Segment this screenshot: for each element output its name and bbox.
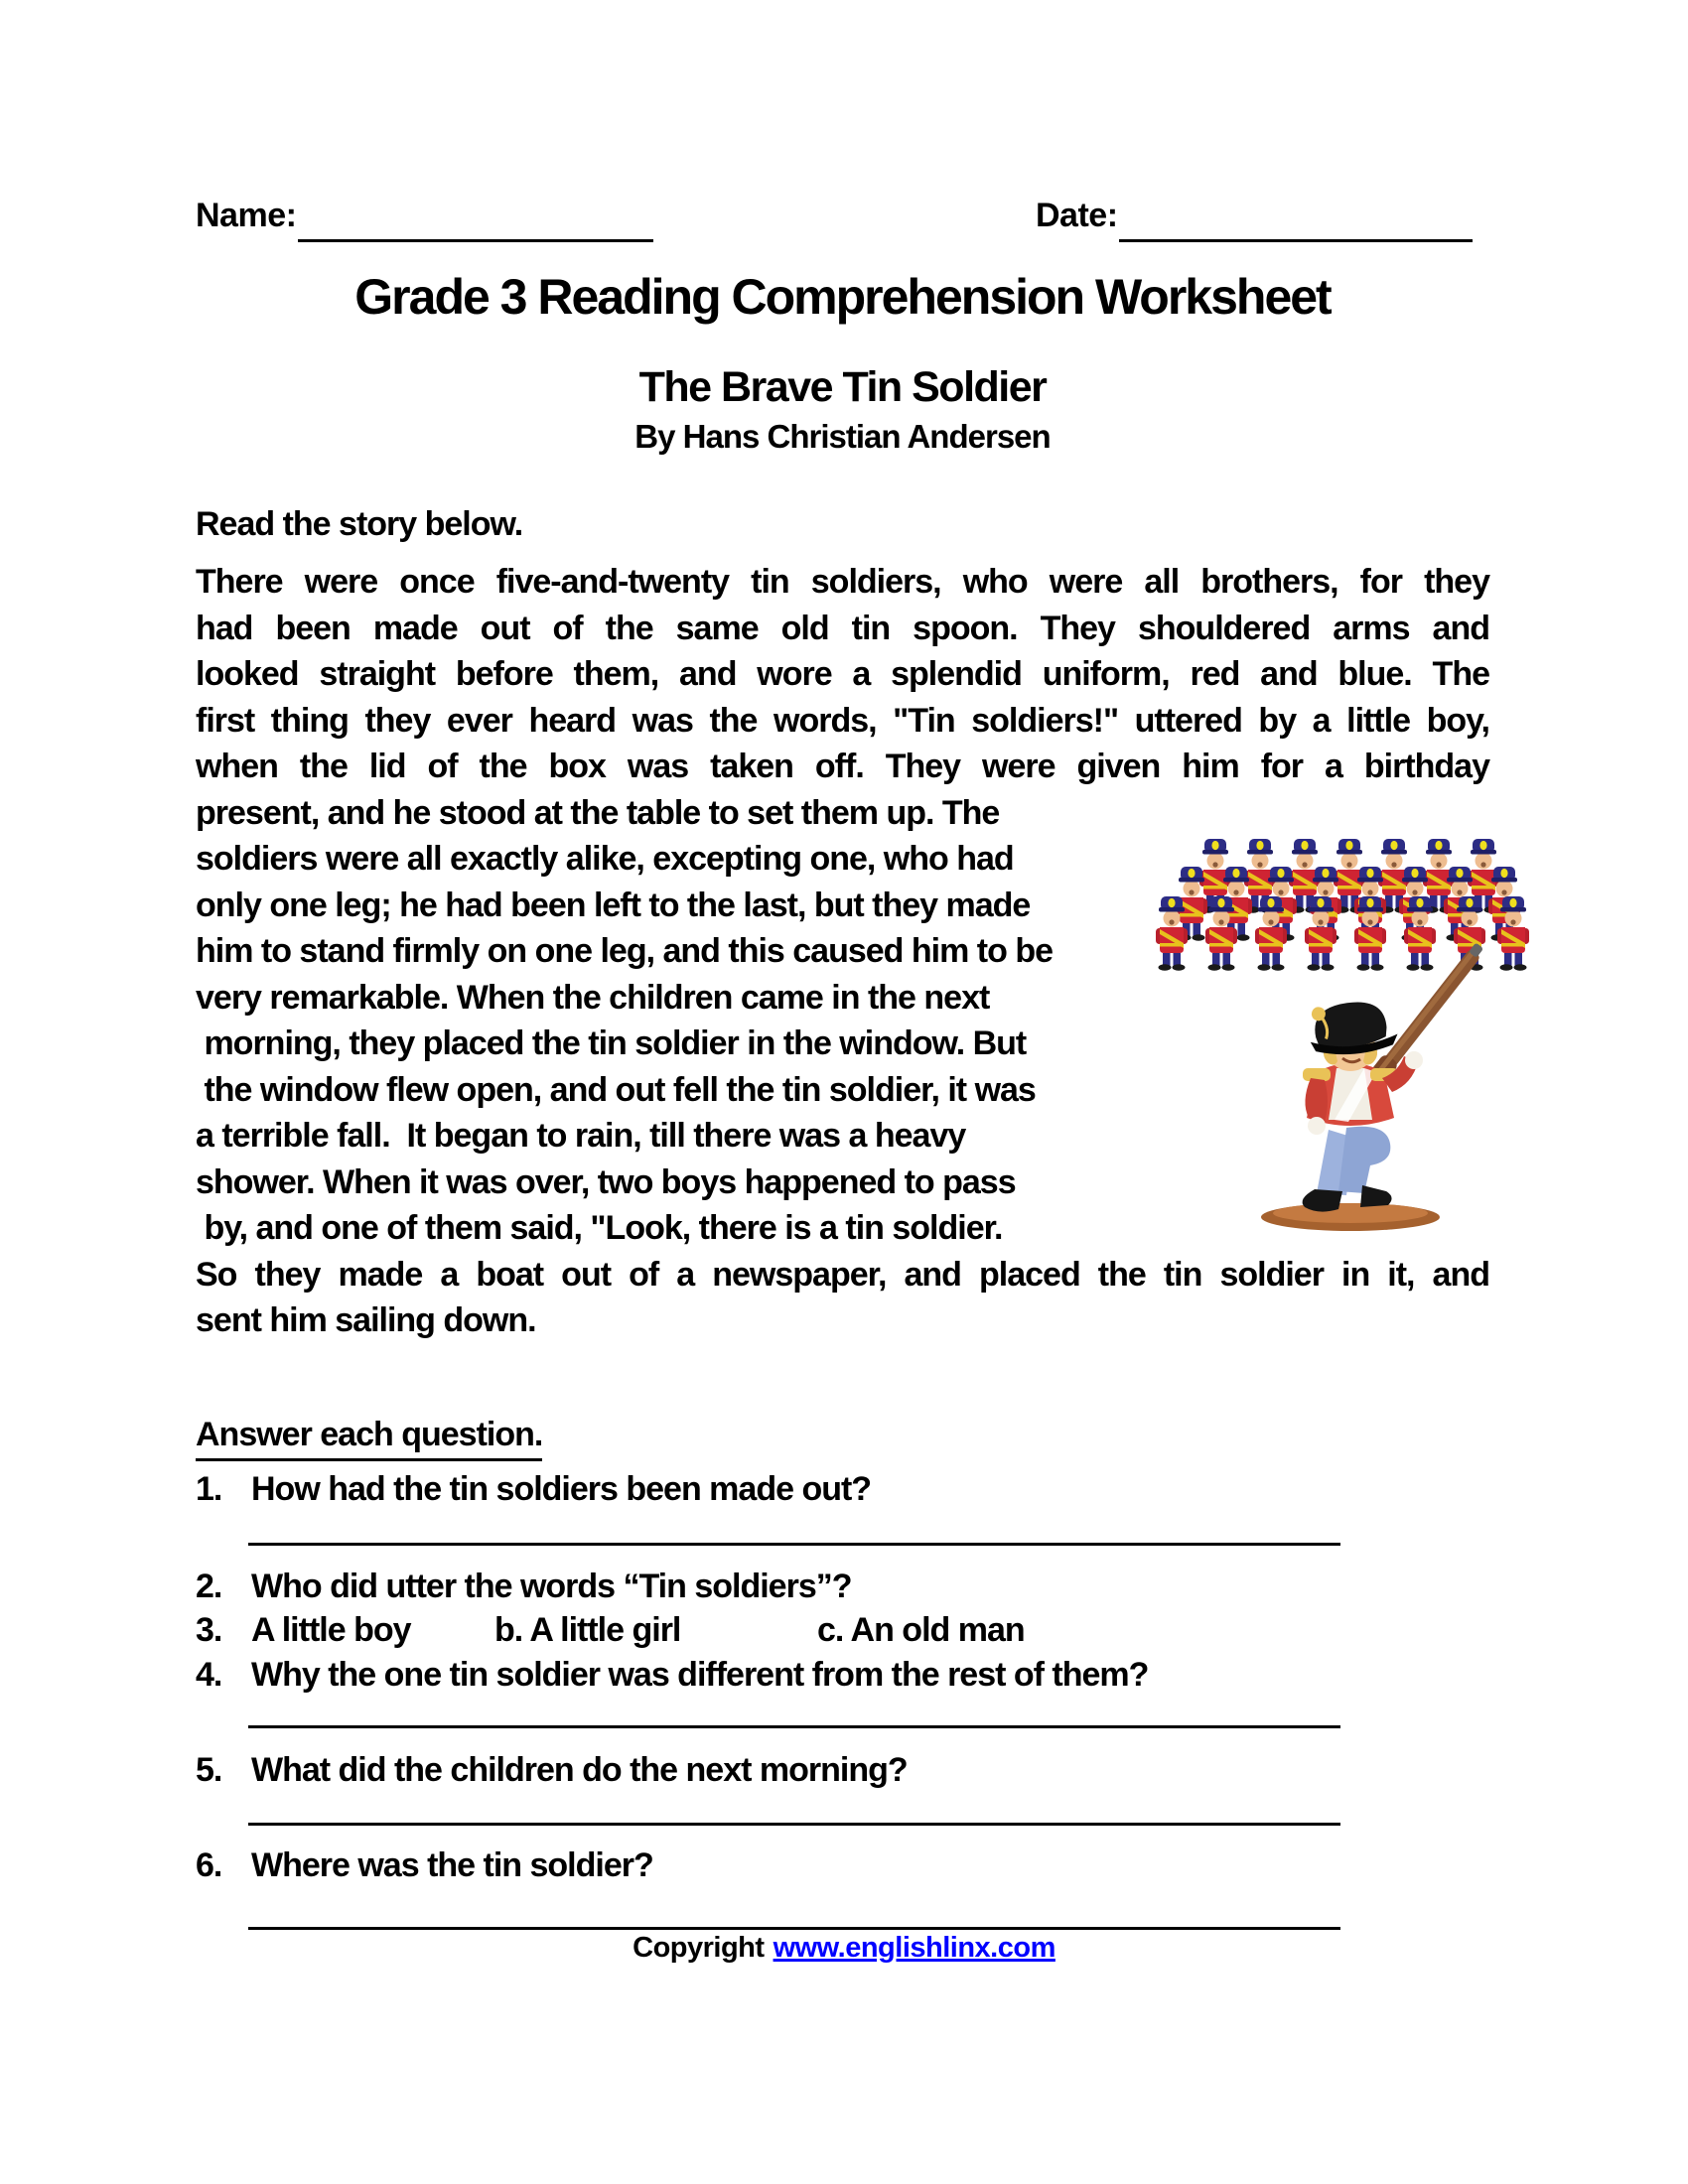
- story-line: only one leg; he had been left to the last, but they made: [196, 886, 1031, 924]
- tin-soldiers-illustration: [1140, 812, 1549, 1241]
- question-number: 5.: [196, 1751, 222, 1789]
- footer: [0, 1932, 1688, 1965]
- answer-blank-line-2: [248, 1725, 1340, 1728]
- question-text: What did the children do the next morning?: [251, 1751, 908, 1789]
- story-line: very remarkable. When the children came in the next: [196, 978, 990, 1017]
- question-item-3: [196, 1609, 1489, 1651]
- story-instructions: Read the story below.: [196, 505, 523, 543]
- story-line: present, and he stood at the table to set them up. The: [196, 793, 1000, 832]
- story-line: So they made a boat out of a newspaper, and placed the tin soldier in it, and: [196, 1255, 1489, 1294]
- question-number: 4.: [196, 1656, 222, 1694]
- answer-blank-line-3: [248, 1823, 1340, 1826]
- question-number: 2.: [196, 1568, 222, 1605]
- answer-blank-line-4: [248, 1927, 1340, 1930]
- answer-option-a: A little boy: [251, 1611, 411, 1649]
- story-byline: By Hans Christian Andersen: [634, 418, 1051, 455]
- question-item-4: [196, 1654, 1489, 1696]
- story-line: There were once five-and-twenty tin soldiers, who were all brothers, for they: [196, 563, 1489, 601]
- date-label: Date:: [1036, 197, 1118, 234]
- date-blank-line: [1119, 239, 1473, 242]
- story-line: first thing they ever heard was the words, "Tin soldiers!" uttered by a little boy,: [196, 701, 1489, 740]
- story-line: looked straight before them, and wore a splendid uniform, red and blue. The: [196, 655, 1489, 693]
- answer-blank-line-1: [248, 1543, 1340, 1546]
- story-line: when the lid of the box was taken off. They were given him for a birthday: [196, 748, 1489, 785]
- story-title: The Brave Tin Soldier: [638, 363, 1047, 411]
- question-number: 3.: [196, 1611, 222, 1649]
- question-item-6: [196, 1844, 1489, 1886]
- copyright-link[interactable]: www.englishlinx.com: [773, 1932, 1055, 1964]
- questions-heading: [196, 1414, 1489, 1461]
- story-line: by, and one of them said, "Look, there is a tin soldier.: [196, 1209, 1003, 1247]
- question-item-2: [196, 1566, 1489, 1607]
- story-line: the window flew open, and out fell the tin soldier, it was: [196, 1070, 1036, 1109]
- question-text: Where was the tin soldier?: [251, 1846, 653, 1884]
- story-line: morning, they placed the tin soldier in the window. But: [196, 1024, 1027, 1062]
- question-text: Who did utter the words “Tin soldiers”?: [251, 1568, 852, 1605]
- questions-prompt: Answer each question.: [196, 1414, 542, 1461]
- answer-option-c: c. An old man: [817, 1611, 1025, 1649]
- question-text: Why the one tin soldier was different from the rest of them?: [251, 1656, 1149, 1694]
- question-number: 1.: [196, 1470, 222, 1508]
- answer-option-b: b. A little girl: [494, 1611, 681, 1649]
- copyright-label: Copyright: [633, 1932, 765, 1964]
- name-blank-line: [298, 239, 653, 242]
- question-number: 6.: [196, 1846, 222, 1884]
- story-line: him to stand firmly on one leg, and this caused him to be: [196, 932, 1053, 970]
- story-line: sent him sailing down.: [196, 1301, 536, 1339]
- question-item-5: [196, 1749, 1489, 1791]
- story-line: soldiers were all exactly alike, excepting one, who had: [196, 840, 1014, 878]
- story-line: a terrible fall. It began to rain, till there was a heavy: [196, 1117, 966, 1155]
- question-item-1: [196, 1468, 1489, 1510]
- name-label: Name:: [196, 197, 297, 234]
- story-line: had been made out of the same old tin spoon. They shouldered arms and: [196, 609, 1489, 647]
- worksheet-title: Grade 3 Reading Comprehension Worksheet: [354, 269, 1331, 325]
- story-line: shower. When it was over, two boys happened to pass: [196, 1162, 1016, 1201]
- single-soldier: [1261, 940, 1487, 1231]
- question-text: How had the tin soldiers been made out?: [251, 1470, 872, 1508]
